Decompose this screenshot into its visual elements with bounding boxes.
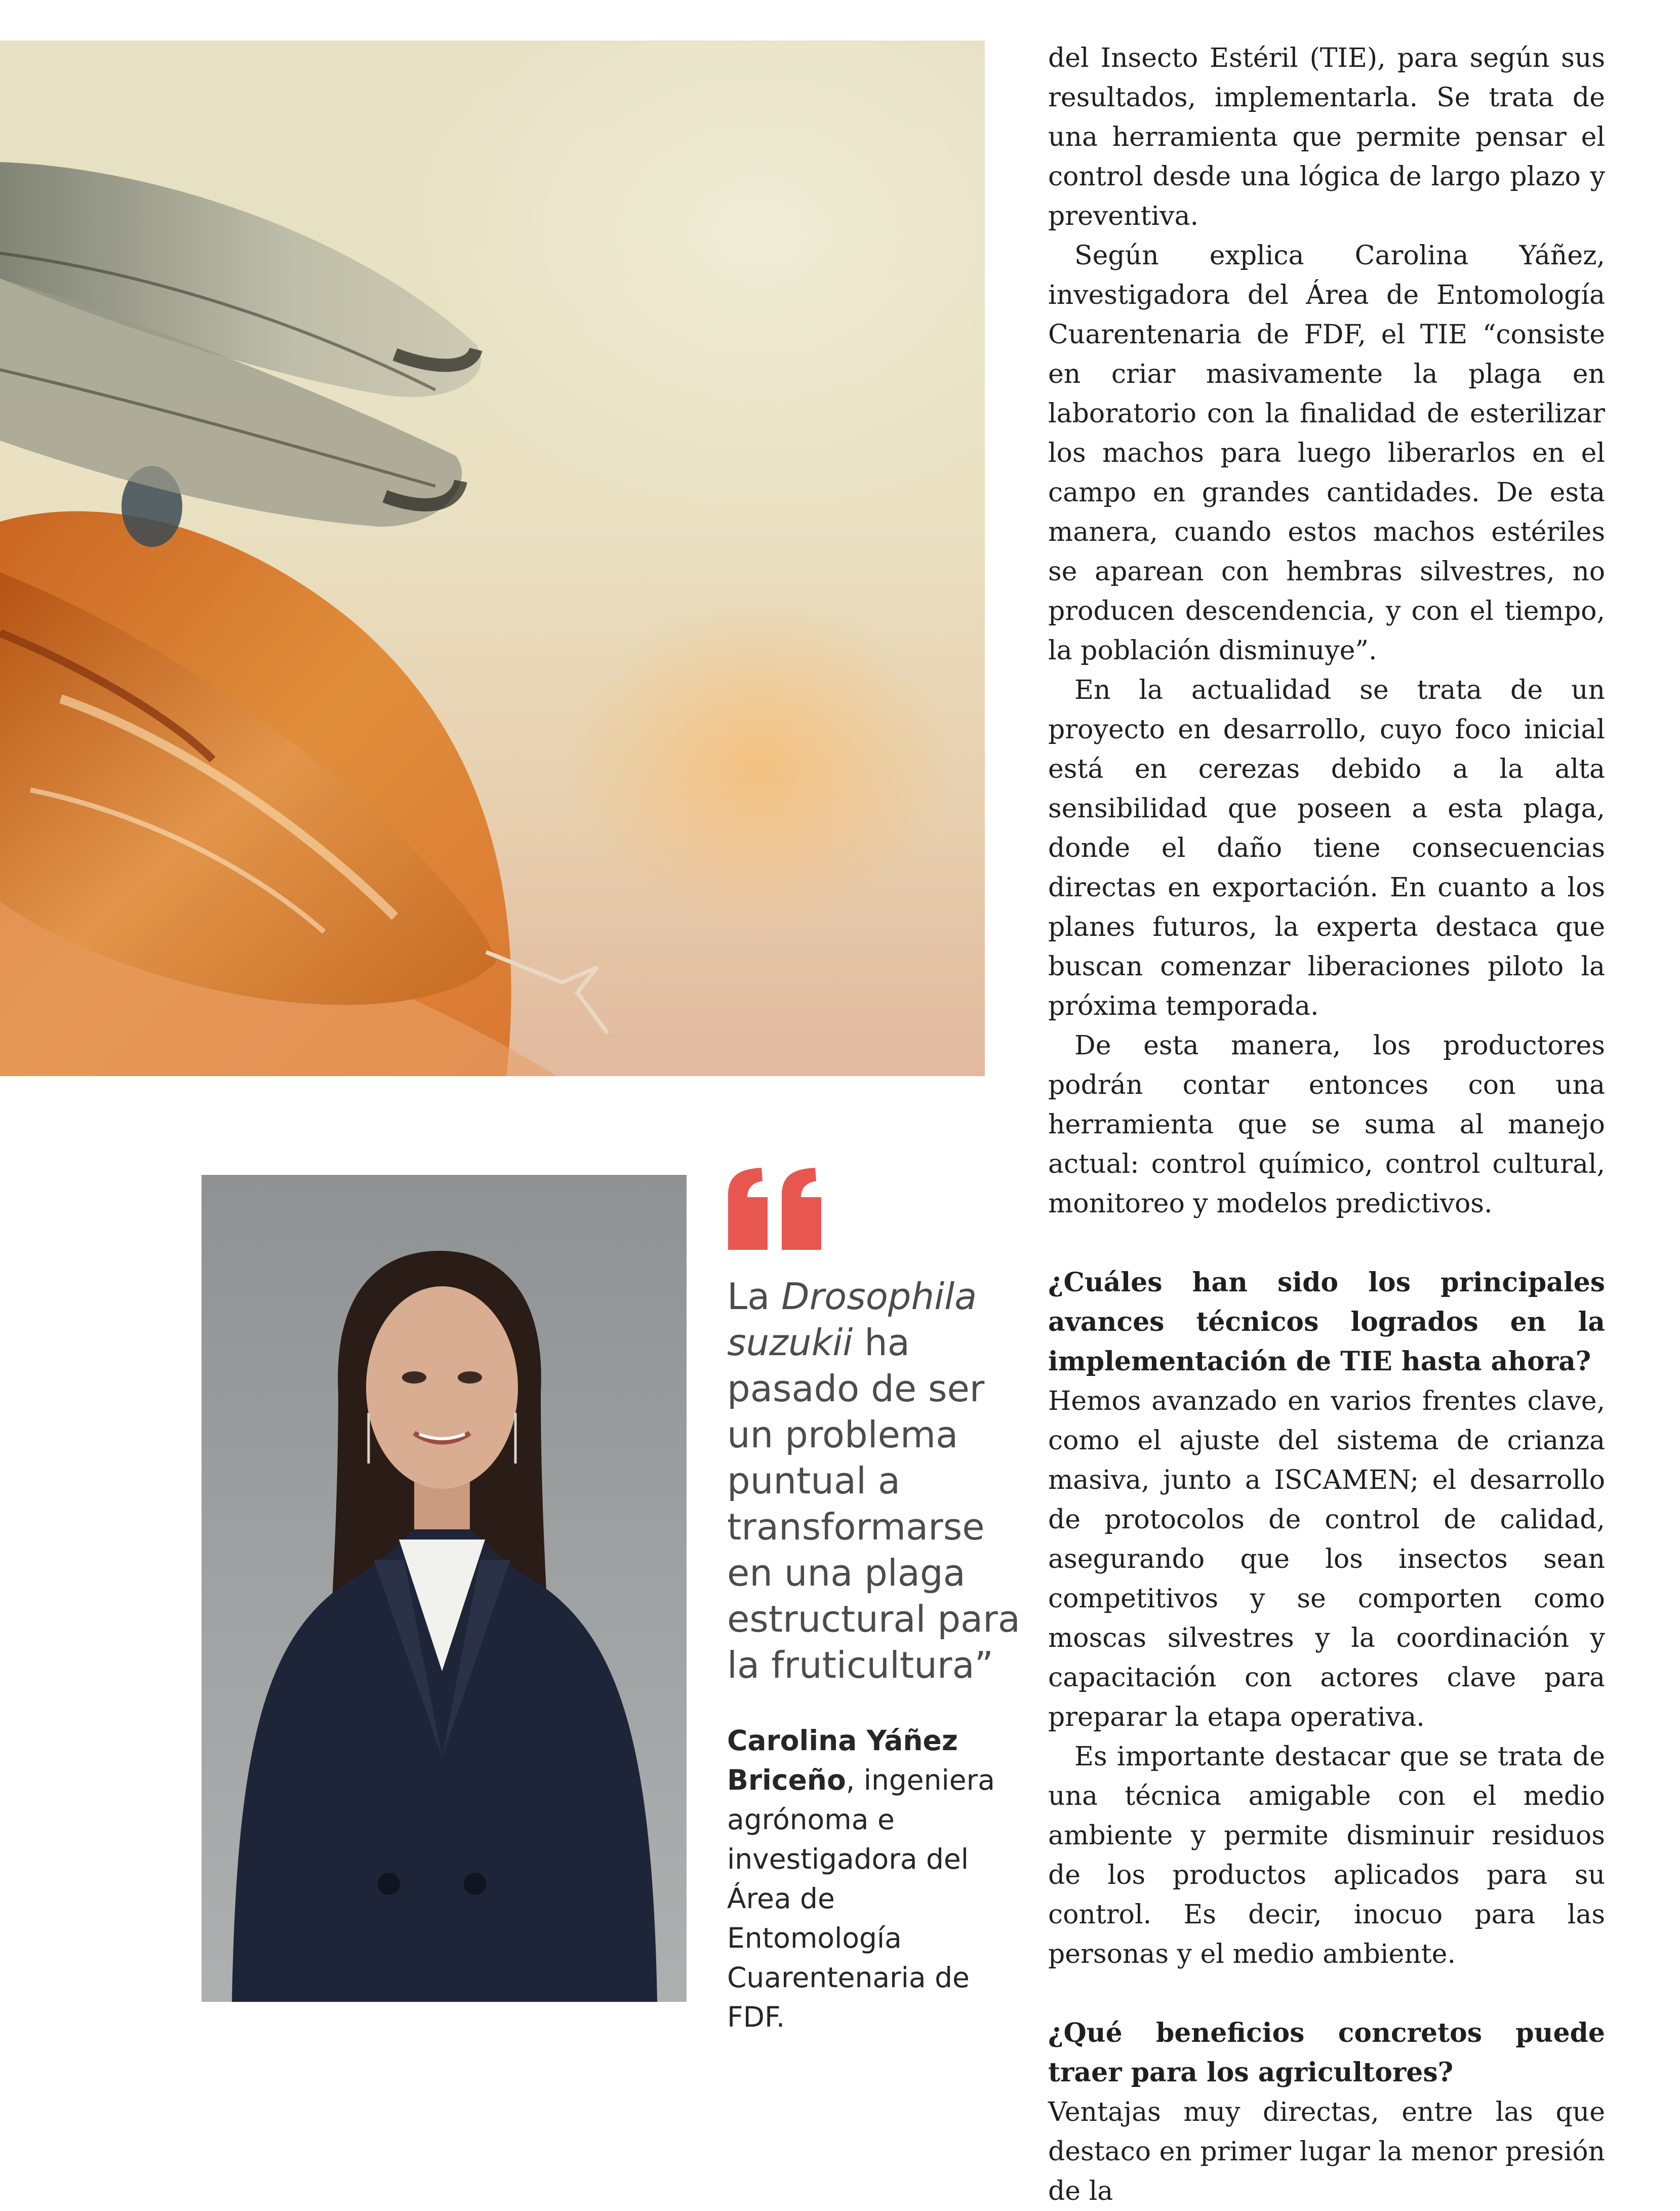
caption-role: , ingeniera agrónoma e investigadora del Área de Entomología Cuarentenaria de FDF.	[727, 1764, 995, 2033]
pull-quote	[727, 1274, 1021, 1688]
portrait-illustration	[202, 1175, 687, 2002]
pull-quote-intro: La	[727, 1275, 782, 1318]
pull-quote-species: Drosophila suzukii	[727, 1275, 977, 1364]
interview-question: ¿Cuáles han sido los principales avances técnicos logrados en la implementación de TIE hasta ahora?	[1048, 1267, 1605, 1377]
photo-caption	[727, 1721, 1011, 2037]
article-body	[1048, 38, 1605, 2211]
fly-macro-photo	[0, 41, 985, 1076]
article-paragraph: del Insecto Estéril (TIE), para según sus resultados, implementarla. Se trata de una herramienta que permite pensar el control desde una lógica de largo plazo y preventiva.	[1048, 43, 1605, 231]
section-spacer	[1048, 1974, 1605, 2013]
interview-answer: Hemos avanzado en varios frentes clave, como el ajuste del sistema de crianza masiva, junto a ISCAMEN; el desarrollo de protocolos de control de calidad, asegurando que los insectos sean competitivos y se comporten como moscas silvestres y la coordinación y capacitación con actores clave para preparar la etapa operativa.	[1048, 1386, 1605, 1732]
fly-macro-illustration	[0, 41, 985, 1076]
interview-question: ¿Qué beneficios concretos puede traer para los agricultores?	[1048, 2018, 1605, 2088]
section-spacer	[1048, 1223, 1605, 1263]
portrait-photo	[202, 1175, 687, 2002]
quote-mark-icon	[725, 1165, 831, 1271]
interview-answer: Es importante destacar que se trata de una técnica amigable con el medio ambiente y permite disminuir residuos de los productos aplicados para su control. Es decir, inocuo para las personas y el medio ambiente.	[1048, 1742, 1605, 1969]
caption-name: Carolina Yáñez Briceño	[727, 1724, 958, 1796]
interview-answer: Ventajas muy directas, entre las que destaco en primer lugar la menor presión de la	[1048, 2097, 1605, 2206]
pull-quote-text: ha pasado de ser un problema puntual a transformarse en una plaga estructural para la fruticultura”	[727, 1321, 1020, 1686]
article-paragraph: En la actualidad se trata de un proyecto en desarrollo, cuyo foco inicial está en cerezas debido a la alta sensibilidad que poseen a esta plaga, donde el daño tiene consecuencias directas en exportación. En cuanto a los planes futuros, la experta destaca que buscan comenzar liberaciones piloto la próxima temporada.	[1048, 675, 1605, 1021]
article-paragraph: Según explica Carolina Yáñez, investigadora del Área de Entomología Cuarentenaria de FDF, el TIE “consiste en criar masivamente la plaga en laboratorio con la finalidad de esterilizar los machos para luego liberarlos en el campo en grandes cantidades. De esta manera, cuando estos machos estériles se aparean con hembras silvestres, no producen descendencia, y con el tiempo, la población disminuye”.	[1048, 241, 1605, 666]
article-paragraph: De esta manera, los productores podrán contar entonces con una herramienta que se suma al manejo actual: control químico, control cultural, monitoreo y modelos predictivos.	[1048, 1031, 1605, 1219]
